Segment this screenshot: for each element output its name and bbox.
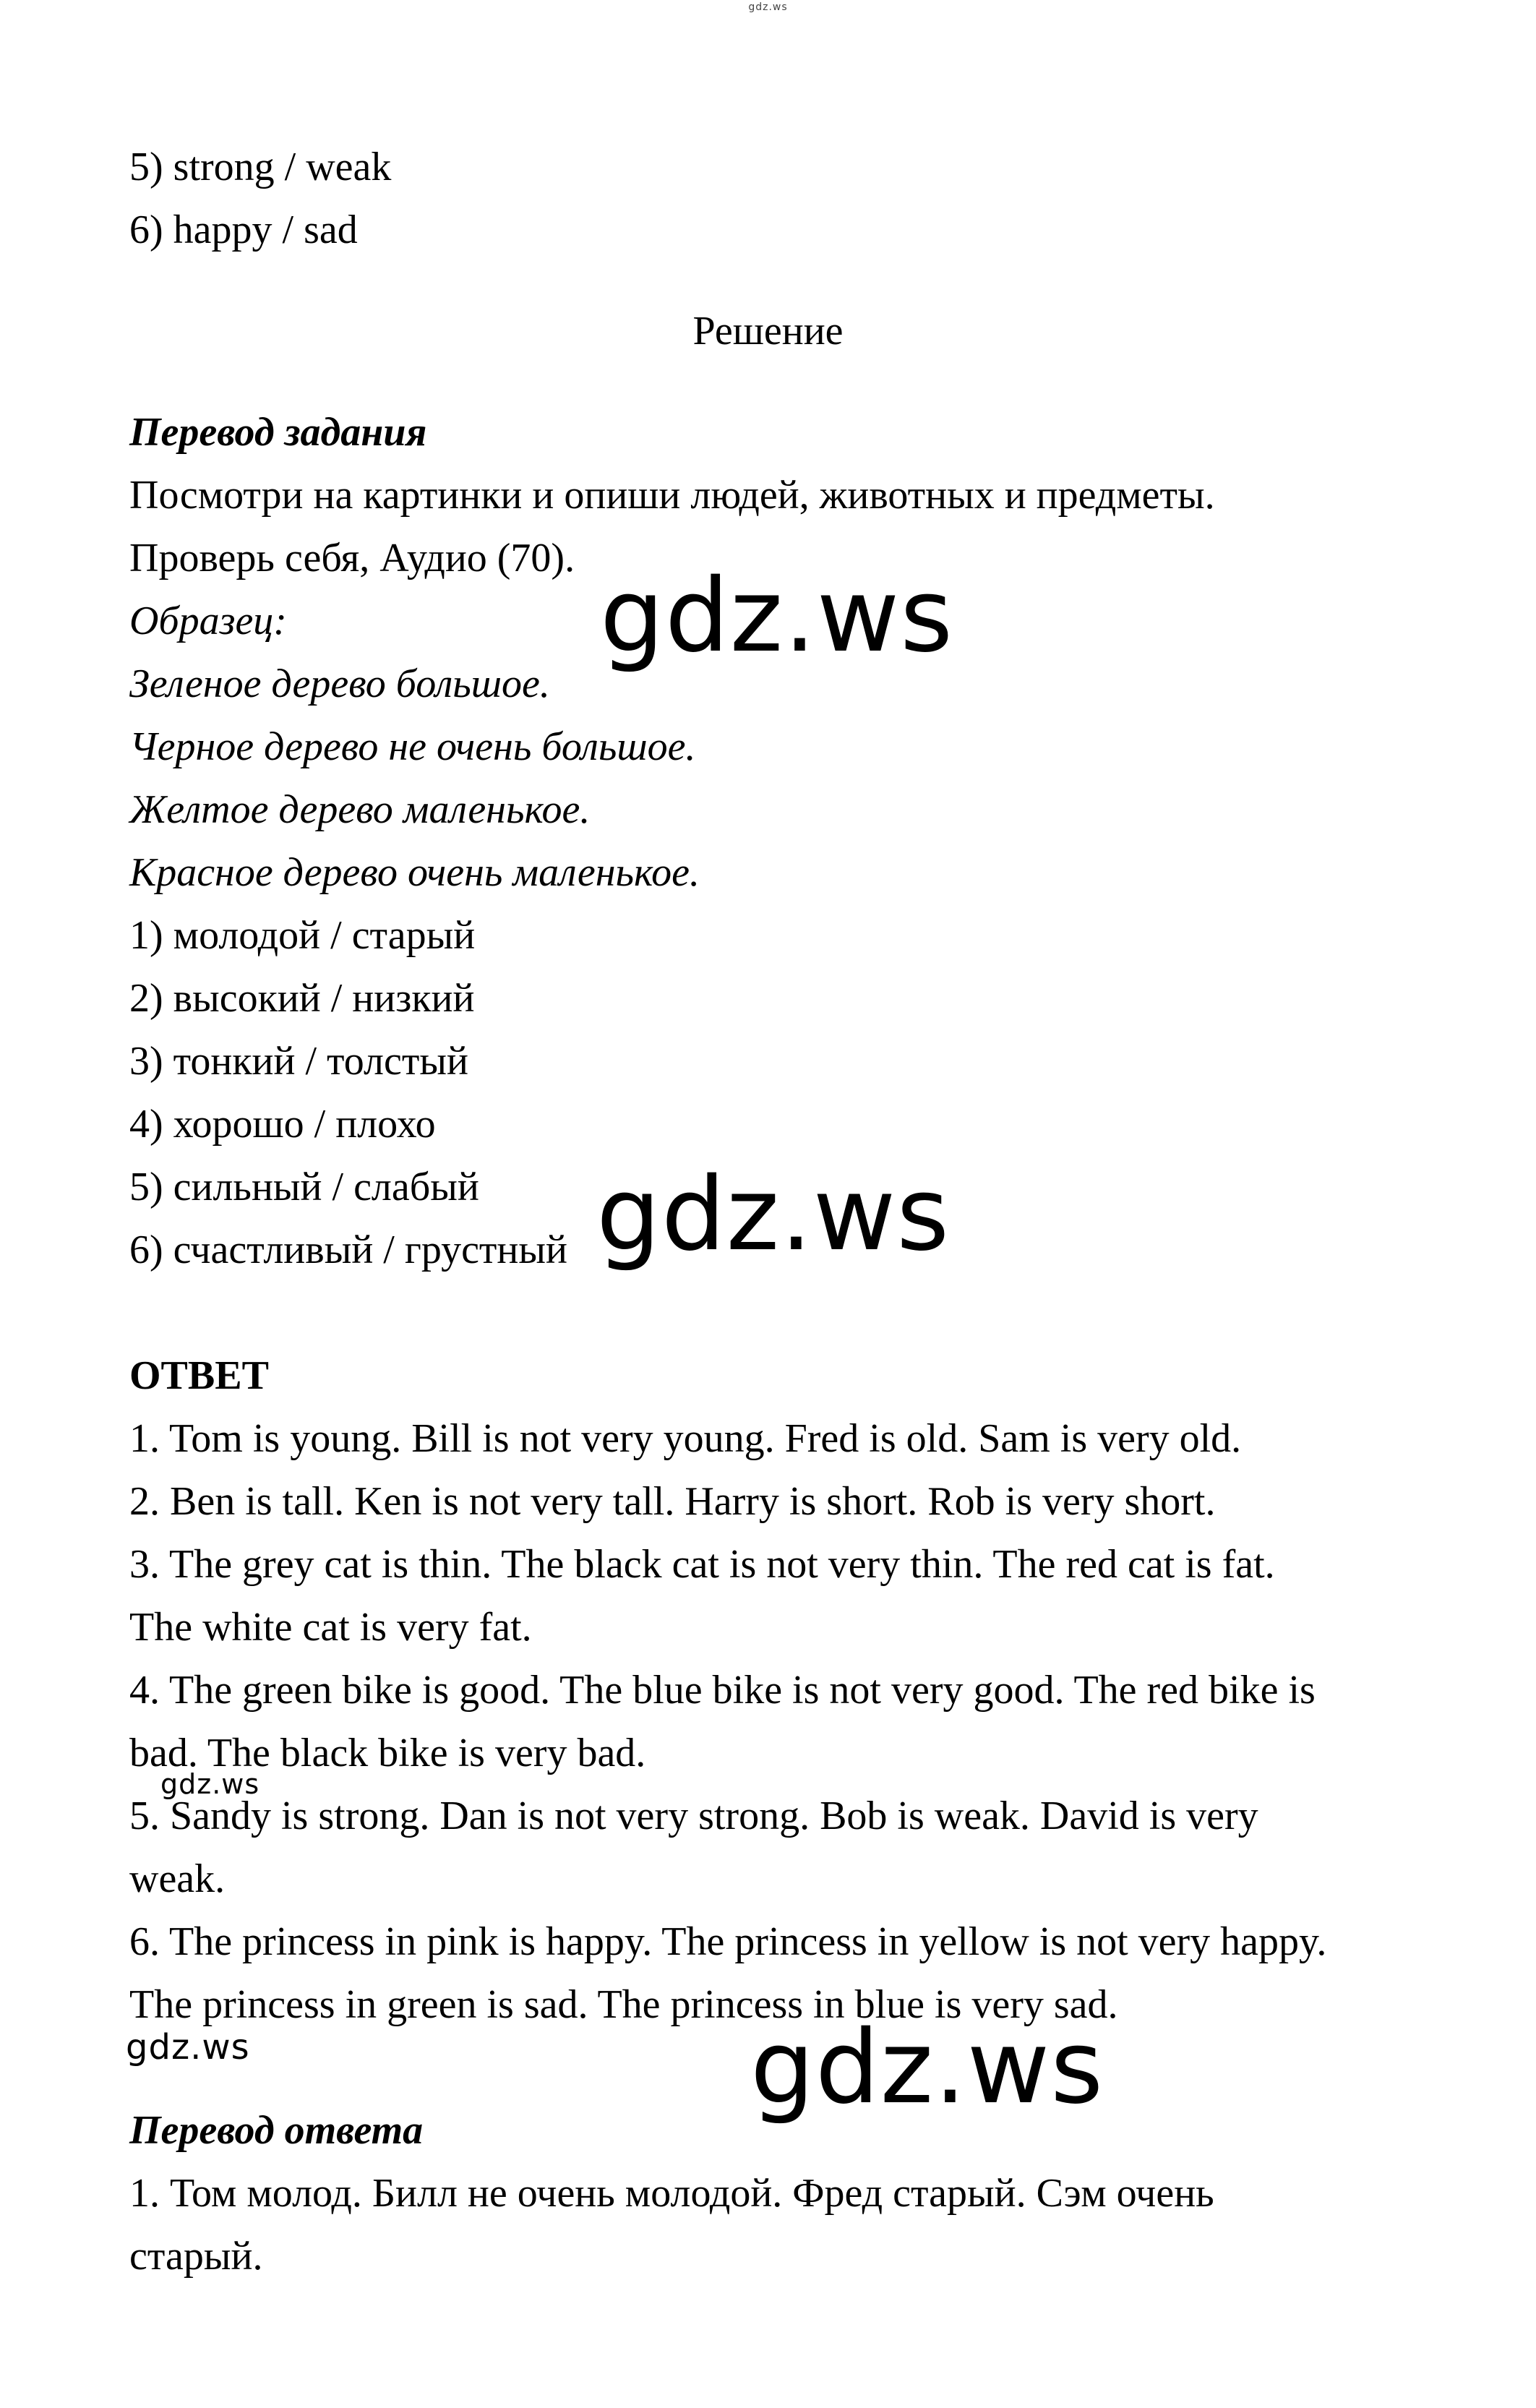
task-item-6: 6) happy / sad <box>129 207 358 252</box>
watermark-logo: gdz.ws <box>596 1156 951 1274</box>
translation-item: 1) молодой / старый <box>129 913 476 958</box>
answer-line: bad. The black bike is very bad. <box>129 1731 646 1775</box>
translation-item: 3) тонкий / толстый <box>129 1039 468 1084</box>
answer-translation-line: старый. <box>129 2234 263 2279</box>
answer-translation-heading: Перевод ответа <box>129 2108 424 2153</box>
example-label: Образец: <box>129 599 287 643</box>
answer-line: 6. The princess in pink is happy. The princess in yellow is not very happy. <box>129 1919 1327 1964</box>
watermark-logo: gdz.ws <box>160 1768 260 1800</box>
task-translation-heading: Перевод задания <box>129 410 427 455</box>
translation-item: 2) высокий / низкий <box>129 976 475 1021</box>
answer-line: The white cat is very fat. <box>129 1605 532 1650</box>
translation-item: 6) счастливый / грустный <box>129 1227 567 1272</box>
example-line: Черное дерево не очень большое. <box>129 724 696 769</box>
example-line: Желтое дерево маленькое. <box>129 787 591 832</box>
example-line: Красное дерево очень маленькое. <box>129 850 700 895</box>
task-translation-line: Посмотри на картинки и опиши людей, животных и предметы. <box>129 473 1215 518</box>
translation-item: 5) сильный / слабый <box>129 1165 479 1209</box>
answer-translation-line: 1. Том молод. Билл не очень молодой. Фред старый. Сэм очень <box>129 2171 1214 2216</box>
watermark-logo: gdz.ws <box>750 2009 1104 2127</box>
watermark-logo: gdz.ws <box>126 2027 250 2068</box>
task-item-5: 5) strong / weak <box>129 145 392 189</box>
answer-line: The princess in green is sad. The princess in blue is very sad. <box>129 1982 1118 2027</box>
answer-line: 3. The grey cat is thin. The black cat is not very thin. The red cat is fat. <box>129 1542 1275 1587</box>
answer-line: weak. <box>129 1856 226 1901</box>
watermark-logo: gdz.ws <box>600 557 954 675</box>
example-line: Зеленое дерево большое. <box>129 661 550 706</box>
translation-item: 4) хорошо / плохо <box>129 1102 436 1147</box>
answer-line: 4. The green bike is good. The blue bike is not very good. The red bike is <box>129 1668 1316 1713</box>
answer-line: 1. Tom is young. Bill is not very young. Fred is old. Sam is very old. <box>129 1416 1242 1461</box>
answer-line: 2. Ben is tall. Ken is not very tall. Harry is short. Rob is very short. <box>129 1479 1216 1524</box>
solution-heading: Решение <box>692 309 844 354</box>
task-translation-line: Проверь себя, Аудио (70). <box>129 536 575 580</box>
answer-line: 5. Sandy is strong. Dan is not very strong. Bob is weak. David is very <box>129 1794 1258 1838</box>
answer-heading: ОТВЕТ <box>129 1353 269 1398</box>
top-watermark: gdz.ws <box>748 1 788 13</box>
